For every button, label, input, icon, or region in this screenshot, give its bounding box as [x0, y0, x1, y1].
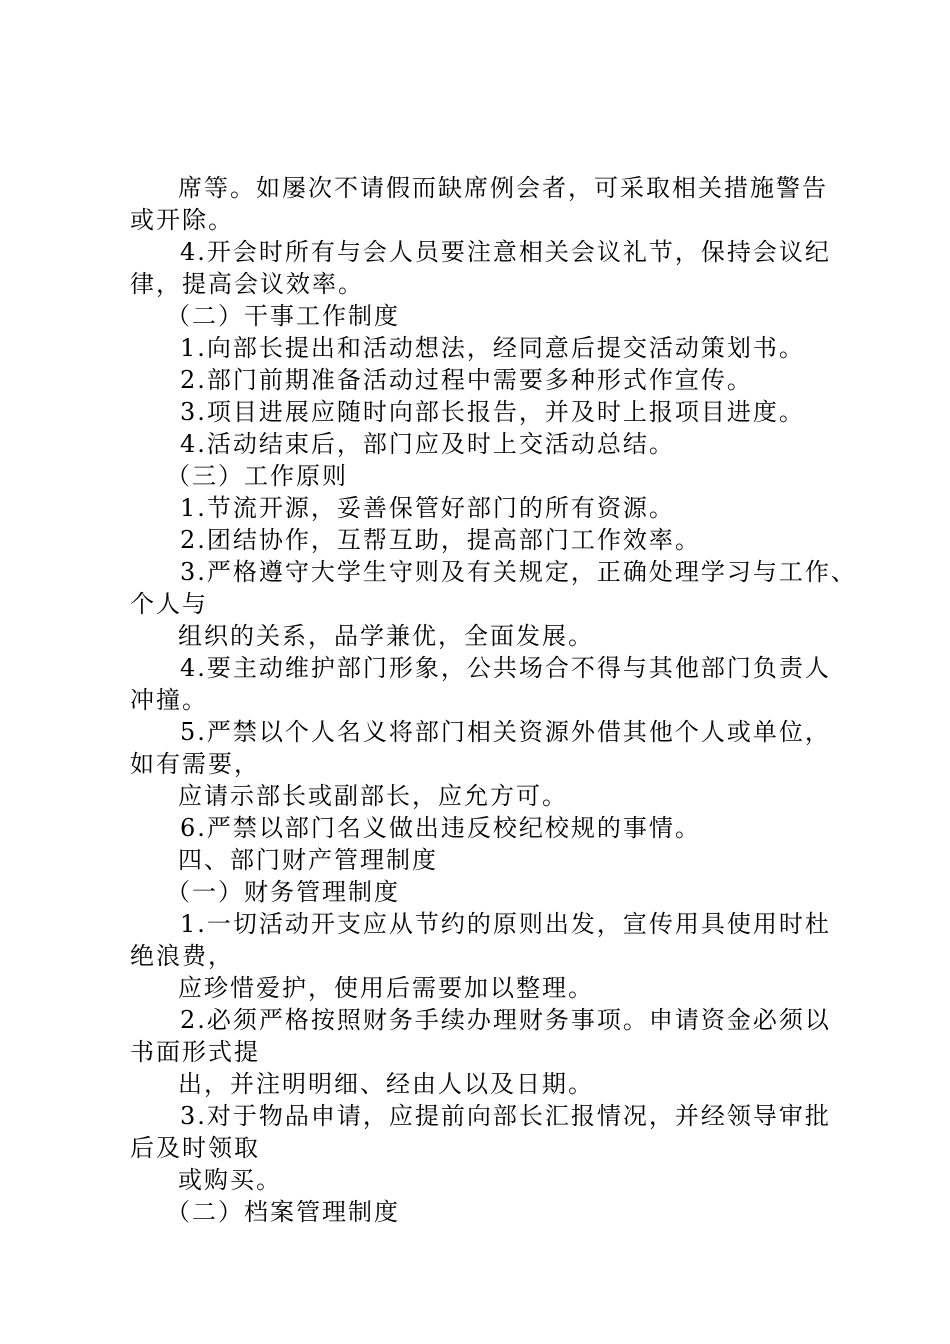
paragraph-line: 冲撞。 — [130, 686, 208, 714]
paragraph-line: 律，提高会议效率。 — [130, 270, 364, 298]
section-heading: （二）档案管理制度 — [166, 1198, 400, 1226]
section-heading: 四、部门财产管理制度 — [178, 846, 438, 874]
paragraph-line: 2.必须严格按照财务手续办理财务事项。申请资金必须以 — [180, 1006, 831, 1034]
paragraph-line: 书面形式提 — [130, 1038, 260, 1066]
section-heading: （二）干事工作制度 — [166, 302, 400, 330]
paragraph-line: 6.严禁以部门名义做出违反校纪校规的事情。 — [180, 814, 701, 842]
document-body — [0, 172, 950, 1228]
paragraph-line: 1.向部长提出和活动想法，经同意后提交活动策划书。 — [180, 334, 805, 362]
section-heading: （三）工作原则 — [166, 462, 348, 490]
section-heading: （一）财务管理制度 — [166, 878, 400, 906]
paragraph-line: 1.一切活动开支应从节约的原则出发，宣传用具使用时杜 — [180, 910, 831, 938]
paragraph-line: 或开除。 — [130, 206, 234, 234]
paragraph-line: 3.项目进展应随时向部长报告，并及时上报项目进度。 — [180, 398, 805, 426]
paragraph-line: 组织的关系，品学兼优，全面发展。 — [178, 622, 594, 650]
paragraph-line: 应珍惜爱护，使用后需要加以整理。 — [178, 974, 594, 1002]
paragraph-line: 4.开会时所有与会人员要注意相关会议礼节，保持会议纪 — [180, 238, 831, 266]
paragraph-line: 4.要主动维护部门形象，公共场合不得与其他部门负责人 — [180, 654, 831, 682]
paragraph-line: 出，并注明明细、经由人以及日期。 — [178, 1070, 594, 1098]
paragraph-line: 或购买。 — [178, 1166, 282, 1194]
paragraph-line: 如有需要， — [130, 750, 260, 778]
paragraph-line: 2.部门前期准备活动过程中需要多种形式作宣传。 — [180, 366, 753, 394]
paragraph-line: 个人与 — [130, 590, 208, 618]
paragraph-line: 3.对于物品申请，应提前向部长汇报情况，并经领导审批 — [180, 1102, 831, 1130]
paragraph-line: 1.节流开源，妥善保管好部门的所有资源。 — [180, 494, 675, 522]
paragraph-line: 3.严格遵守大学生守则及有关规定，正确处理学习与工作、 — [180, 558, 857, 586]
paragraph-line: 绝浪费， — [130, 942, 234, 970]
paragraph-line: 5.严禁以个人名义将部门相关资源外借其他个人或单位， — [180, 718, 831, 746]
paragraph-line: 席等。如屡次不请假而缺席例会者，可采取相关措施警告 — [178, 174, 828, 202]
paragraph-line: 应请示部长或副部长，应允方可。 — [178, 782, 568, 810]
paragraph-line: 2.团结协作，互帮互助，提高部门工作效率。 — [180, 526, 701, 554]
paragraph-line: 4.活动结束后，部门应及时上交活动总结。 — [180, 430, 675, 458]
paragraph-line: 后及时领取 — [130, 1134, 260, 1162]
